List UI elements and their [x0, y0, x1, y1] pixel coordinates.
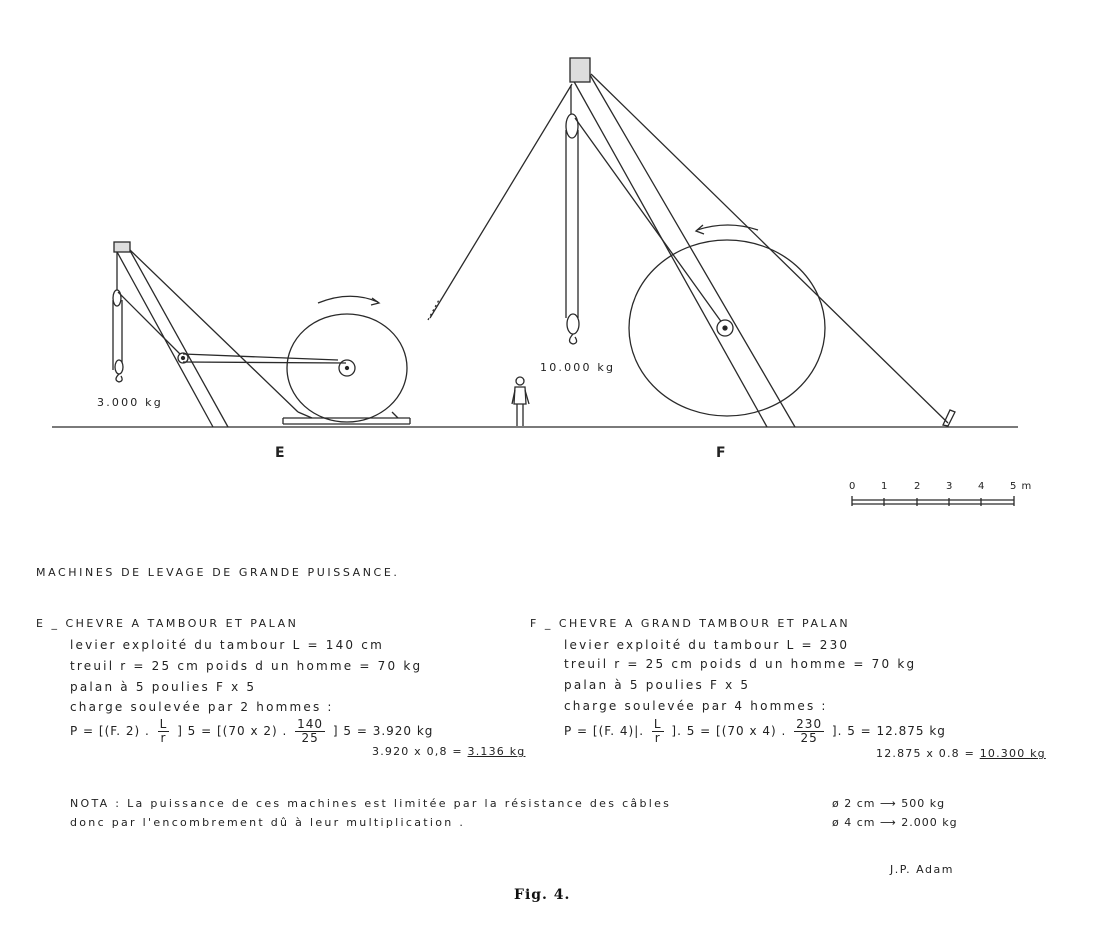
scale-tick: 2 [914, 481, 921, 492]
scale-tick: 0 [849, 481, 856, 492]
section-e-line: charge soulevée par 2 hommes : [70, 700, 334, 714]
section-f-heading: F _ CHEVRE A GRAND TAMBOUR ET PALAN [530, 617, 851, 630]
section-e-line: levier exploité du tambour L = 140 cm [70, 638, 384, 652]
section-e-line: treuil r = 25 cm poids d un homme = 70 kg [70, 659, 423, 673]
section-e-heading: E _ CHEVRE A TAMBOUR ET PALAN [36, 617, 299, 630]
cable-spec: ø 2 cm ⟶ 500 kg [832, 797, 946, 810]
section-f-result: 10.300 kg [979, 747, 1046, 760]
scale-tick: 5 m [1010, 481, 1033, 492]
scale-tick: 3 [946, 481, 953, 492]
scale-tick: 1 [881, 481, 888, 492]
section-f-line: palan à 5 poulies F x 5 [564, 678, 751, 692]
scale-tick: 4 [978, 481, 985, 492]
section-e-result: 3.136 kg [467, 745, 526, 758]
section-f-line: levier exploité du tambour L = 230 [564, 638, 850, 652]
nota-line: NOTA : La puissance de ces machines est limitée par la résistance des câbles [70, 797, 672, 810]
section-f-formula: P = [(F. 4)|. $\frac{L}{r}$ ]. 5 = [(70 x 4) . $\frac{230}{25}$ ]. 5 = 12.875 kg [564, 717, 946, 745]
scale-bar [852, 496, 1014, 506]
page-title: MACHINES DE LEVAGE DE GRANDE PUISSANCE. [36, 566, 400, 579]
section-f-line: charge soulevée par 4 hommes : [564, 699, 828, 713]
load-label-f: 10.000 kg [540, 361, 616, 374]
machine-f [430, 58, 955, 427]
load-label-e: 3.000 kg [97, 396, 163, 409]
human-figure [512, 377, 529, 426]
cable-spec: ø 4 cm ⟶ 2.000 kg [832, 816, 958, 829]
nota-line: donc par l'encombrement dû à leur multiplication . [70, 816, 466, 829]
author: J.P. Adam [890, 863, 954, 876]
section-f-line: treuil r = 25 cm poids d un homme = 70 kg [564, 657, 917, 671]
section-f-result-line: 12.875 x 0.8 = 10.300 kg [876, 747, 1046, 760]
section-e-line: palan à 5 poulies F x 5 [70, 680, 257, 694]
figure-caption: Fig. 4. [514, 887, 571, 903]
section-e-result-line: 3.920 x 0,8 = 3.136 kg [372, 745, 526, 758]
machine-label-e: E [275, 445, 285, 461]
machine-label-f: F [716, 445, 726, 461]
section-e-formula: P = [(F. 2) . $\frac{L}{r}$ ] 5 = [(70 x 2) . $\frac{140}{25}$ ] 5 = 3.920 kg [70, 717, 434, 745]
